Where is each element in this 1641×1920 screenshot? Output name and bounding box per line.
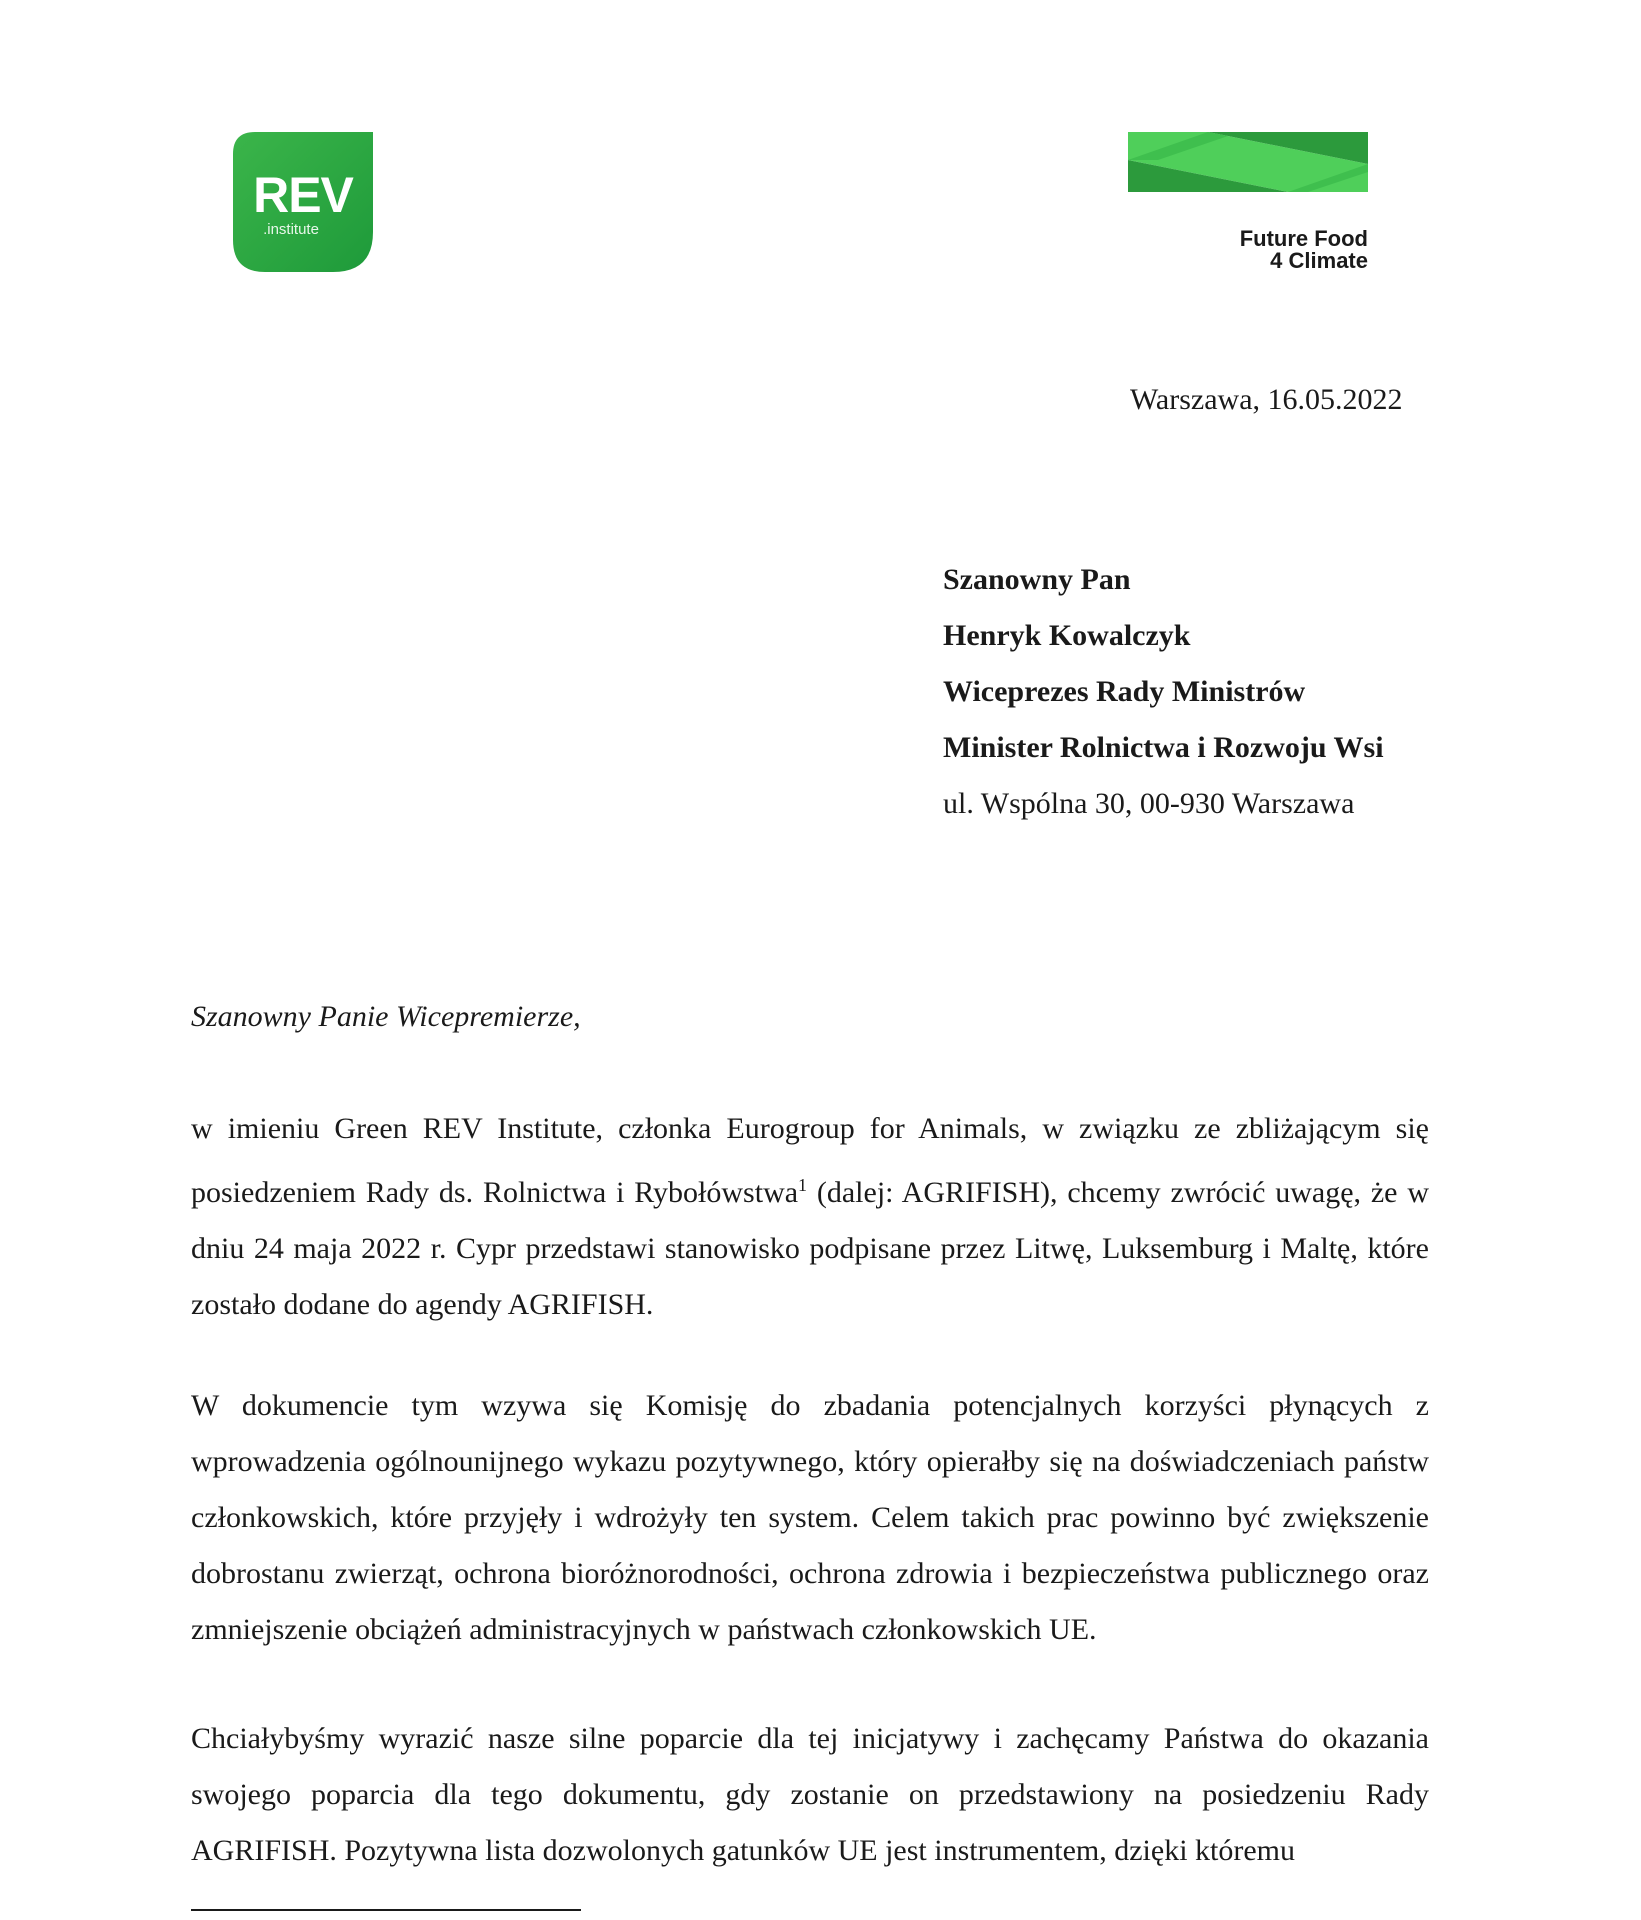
recipient-name: Henryk Kowalczyk — [943, 619, 1191, 652]
rev-institute-logo — [233, 132, 373, 272]
future-food-4-climate-logo — [1128, 132, 1368, 282]
salutation: Szanowny Panie Wicepremierze, — [191, 1000, 581, 1033]
body-paragraph-2: W dokumencie tym wzywa się Komisję do zbadania potencjalnych korzyści płynących z wprowadzenia ogólnounijnego wykazu pozytywnego, który opierałby się na doświadczeniach państw członkowskich, które przyjęły i wdrożyły ten system. Celem takich prac powinno być zwiększenie dobrostanu zwierząt, ochrona bioróżnorodności, ochrona zdrowia i bezpieczeństwa publicznego oraz zmniejszenie obciążeń administracyjnych w państwach członkowskich UE. — [191, 1389, 1429, 1646]
recipient-address: ul. Wspólna 30, 00-930 Warszawa — [943, 787, 1355, 820]
body-paragraph-1 — [191, 1101, 1429, 1333]
footnote-separator — [191, 1909, 581, 1911]
paragraph-1-text-end: (dalej: AGRIFISH), chcemy zwrócić uwagę, że w dniu 24 maja 2022 r. Cypr przedstawi stanowisko podpisane przez Litwę, Luksemburg i Maltę, które zostało dodane do agendy AGRIFISH. — [191, 1176, 1429, 1321]
letter-date: Warszawa, 16.05.2022 — [1130, 383, 1403, 416]
future-food-logo-line1: Future Food — [1239, 226, 1368, 251]
twisted-band-icon — [1128, 132, 1368, 222]
paragraph-1-text-start: w imieniu Green REV Institute, członka Eurogroup for Animals, w związku ze zbliżającym się posiedzeniem Rady ds. Rolnictwa i Rybołówstwa — [191, 1112, 1429, 1209]
recipient-greeting: Szanowny Pan — [943, 563, 1131, 596]
future-food-logo-line2: 4 Climate — [1270, 248, 1368, 273]
recipient-title: Wiceprezes Rady Ministrów — [943, 675, 1306, 708]
rev-logo-subtext: .institute — [263, 221, 319, 238]
recipient-block — [943, 552, 1384, 832]
body-paragraph-3: Chciałybyśmy wyrazić nasze silne poparcie dla tej inicjatywy i zachęcamy Państwa do okazania swojego poparcia dla tego dokumentu, gdy zostanie on przedstawiony na posiedzeniu Rady AGRIFISH. Pozytywna lista dozwolonych gatunków UE jest instrumentem, dzięki któremu — [191, 1722, 1429, 1867]
footnote-marker[interactable]: 1 — [798, 1175, 808, 1195]
rev-logo-text: REV — [253, 167, 353, 223]
recipient-ministry: Minister Rolnictwa i Rozwoju Wsi — [943, 731, 1384, 764]
